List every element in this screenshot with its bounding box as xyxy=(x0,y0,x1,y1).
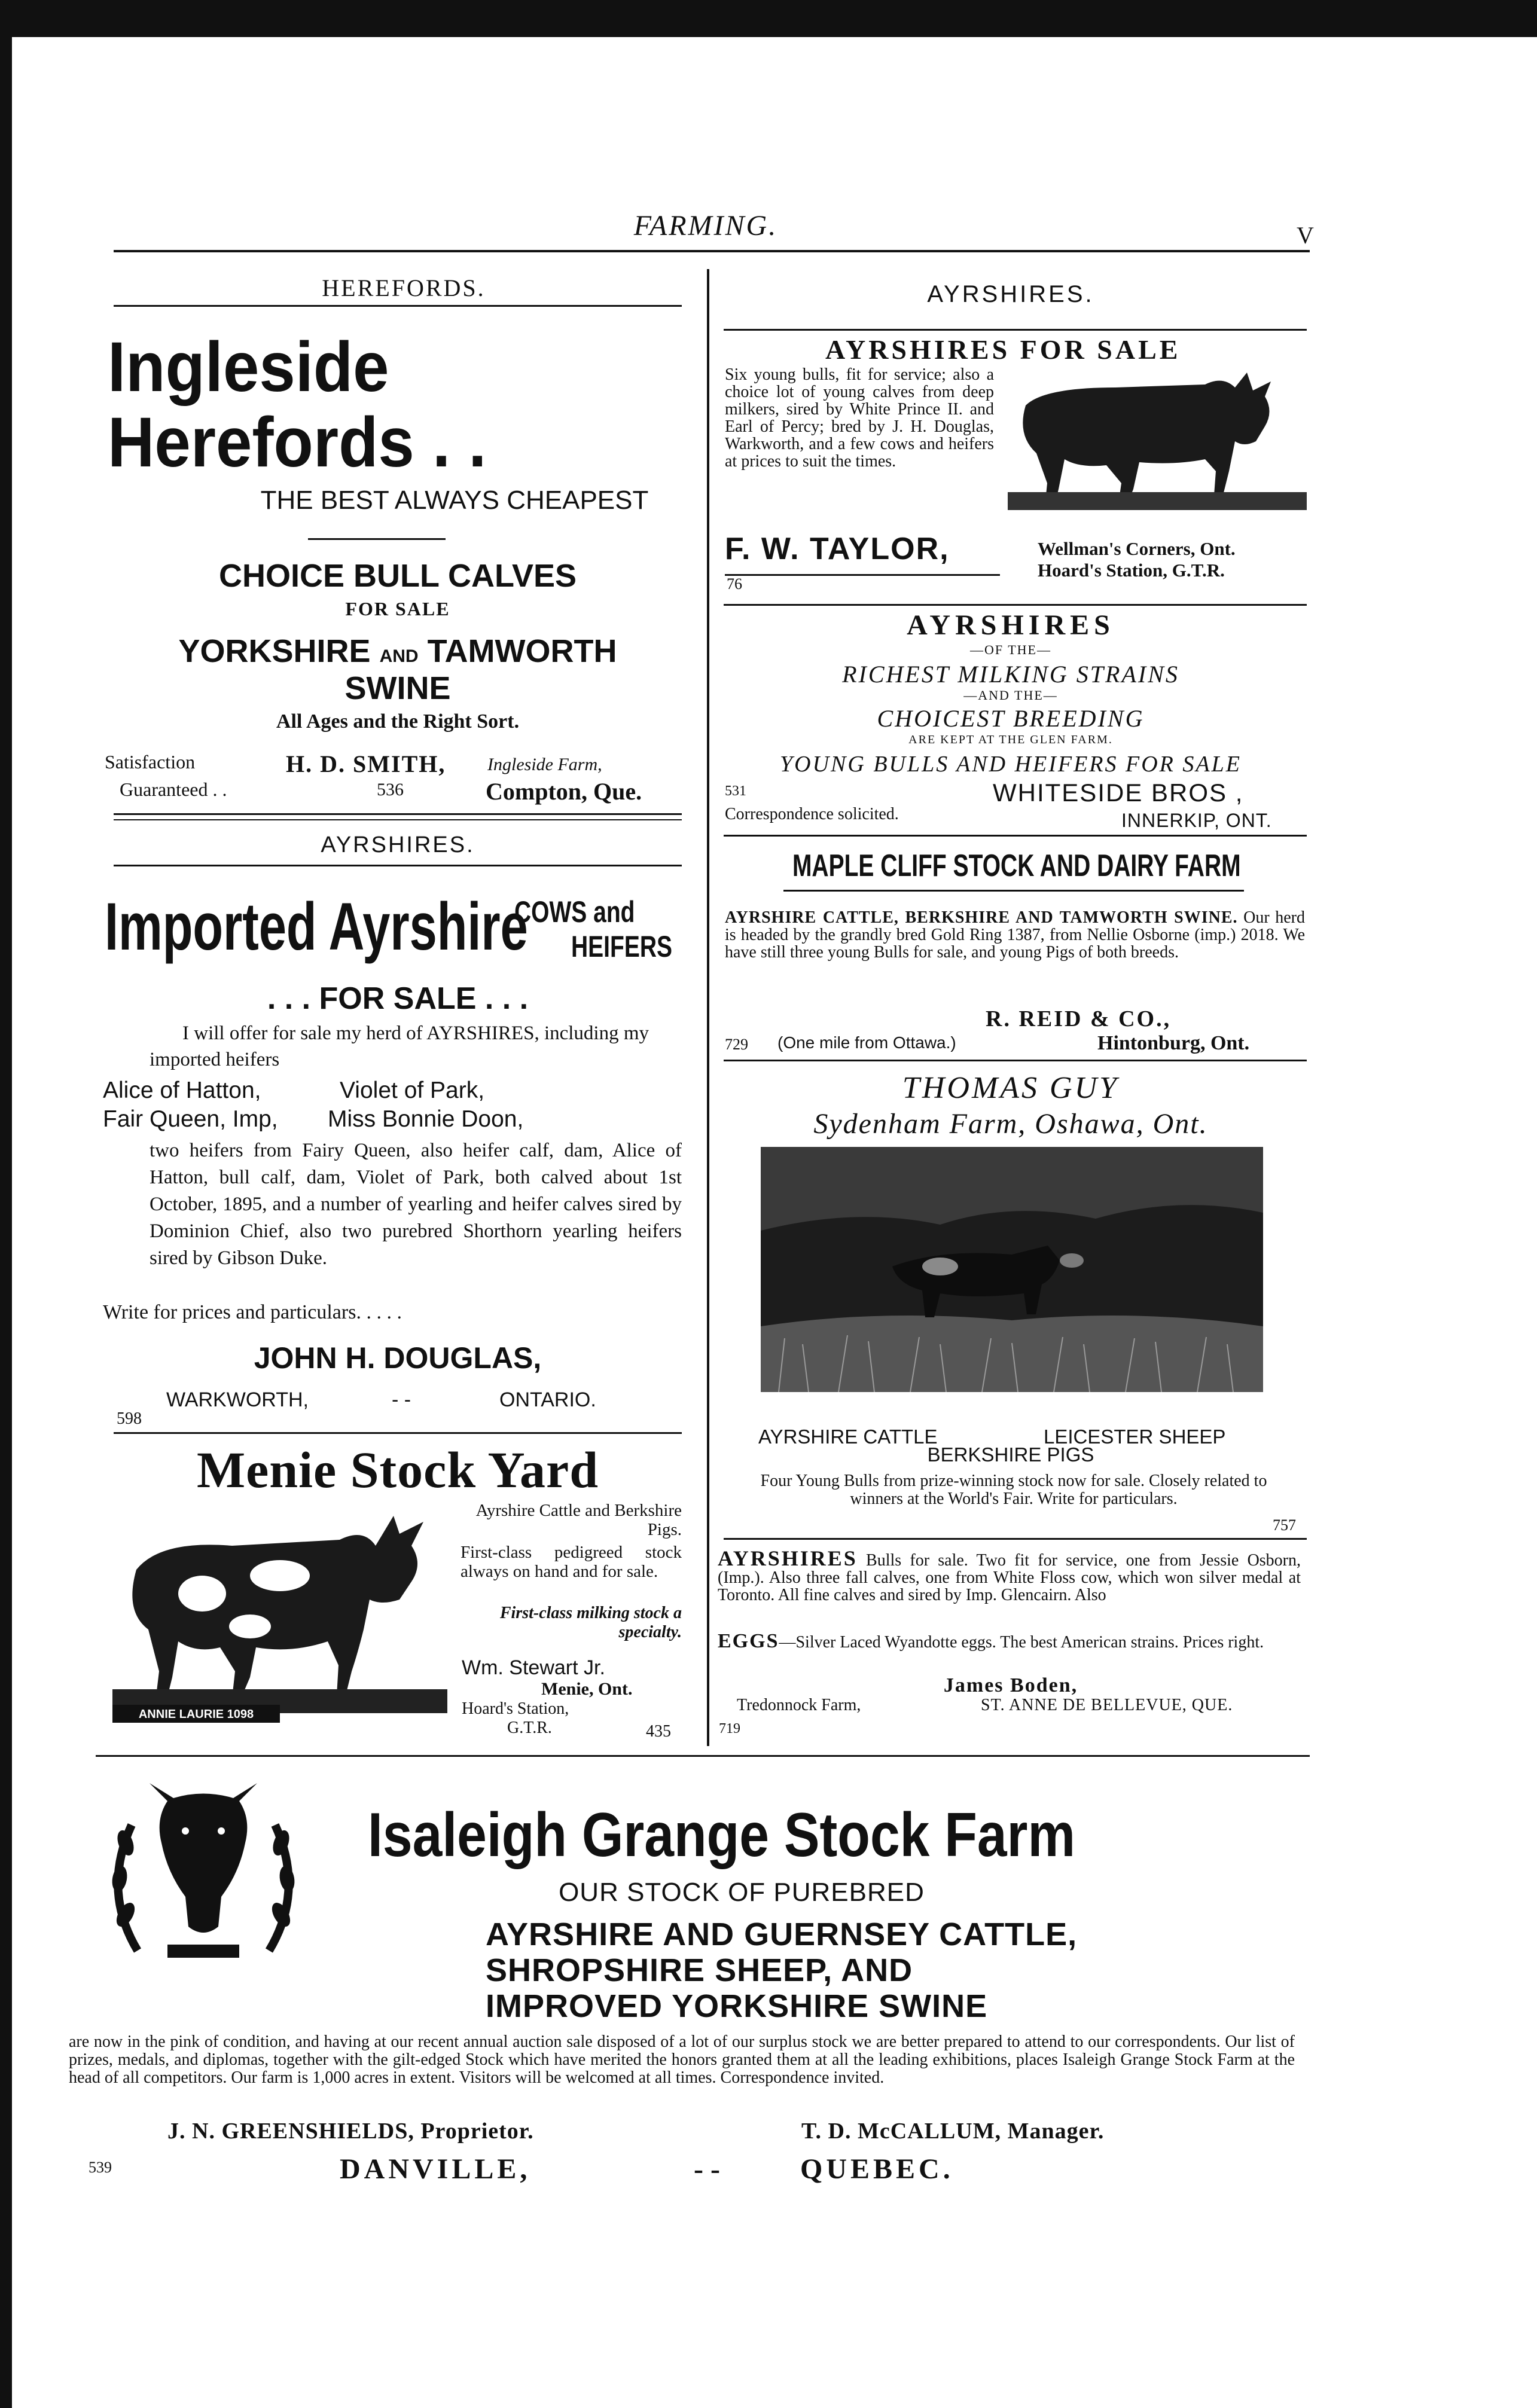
young-bulls-heifers: YOUNG BULLS AND HEIFERS FOR SALE xyxy=(780,752,1242,777)
sydenham-farm: Sydenham Farm, Oshawa, Ont. xyxy=(813,1108,1208,1140)
compton-que: Compton, Que. xyxy=(486,778,642,805)
one-mile-ottawa: (One mile from Ottawa.) xyxy=(777,1033,956,1052)
cow-caption: ANNIE LAURIE 1098 xyxy=(138,1708,254,1721)
guaranteed: Guaranteed . . xyxy=(120,779,227,800)
imported-ayrshire-title: Imported Ayrshire xyxy=(105,889,528,964)
name-alice-hatton: Alice of Hatton, xyxy=(103,1078,261,1103)
swine-line-2: SWINE xyxy=(344,670,451,706)
ayrshire-cattle: AYRSHIRE CATTLE xyxy=(758,1426,938,1448)
berkshire-pigs: BERKSHIRE PIGS xyxy=(927,1443,1094,1466)
choicest-breeding: CHOICEST BREEDING xyxy=(877,705,1145,732)
menie-line-2: First-class pedigreed stock always on hand and for sale. xyxy=(461,1543,682,1581)
ayrshire-cow-illustration xyxy=(1008,370,1307,531)
herefords-tagline: THE BEST ALWAYS CHEAPEST xyxy=(260,486,649,515)
ayrshire-body: two heifers from Fairy Queen, also heifer calf, dam, Alice of Hatton, bull calf, dam, Violet of Park, both calved about 1st October, 1895, and a number of yearling and heifer calves sired by Dominion Chief, also two purebred Shorthorn yearling heifers sired by Gibson Duke. xyxy=(150,1140,682,1269)
boden-body-1 xyxy=(718,1546,1301,1604)
section-ayrshires-right: AYRSHIRES. xyxy=(927,281,1094,307)
scan-left-border xyxy=(0,37,12,2408)
wellmans-corners: Wellman's Corners, Ont. xyxy=(1038,538,1236,559)
ad-number: 76 xyxy=(727,575,742,593)
menie-title: Menie Stock Yard xyxy=(196,1441,599,1498)
taylor-body: Six young bulls, fit for service; also a choice lot of young calves from deep milkers, sired by White Prince II. and Earl of Percy; bred by J. H. Douglas, Warkworth, and a few cows and heifers at prices to suit the times. xyxy=(725,365,994,471)
boden-text-1: Bulls for sale. Two fit for service, one from Jessie Osborn, (Imp.). Also three fall calves, one from White Floss cow, which won silver medal at Toronto. All fine calves and sired by Imp. Glencairn. Also xyxy=(718,1551,1301,1604)
rule xyxy=(724,1060,1307,1061)
isaleigh-line-2: SHROPSHIRE SHEEP, AND xyxy=(486,1952,913,1988)
pasture-photo xyxy=(761,1147,1263,1392)
ingleside-farm: Ingleside Farm, xyxy=(487,755,602,774)
cow-illustration xyxy=(112,1498,447,1725)
for-sale-large: . . . FOR SALE . . . xyxy=(267,981,529,1016)
john-douglas: JOHN H. DOUGLAS, xyxy=(254,1341,542,1375)
ad-number: 536 xyxy=(377,780,404,799)
rule xyxy=(96,1755,1310,1757)
write-for-prices: Write for prices and particulars. . . . . xyxy=(103,1301,402,1323)
for-sale-small: FOR SALE xyxy=(345,598,450,619)
ayrshires-for-sale-title: AYRSHIRES FOR SALE xyxy=(825,334,1181,365)
ad-number: 729 xyxy=(725,1036,748,1053)
column-divider xyxy=(707,269,709,1746)
r-reid-co: R. REID & CO., xyxy=(986,1006,1172,1031)
ayrshires-ornate-title: AYRSHIRES xyxy=(907,609,1115,641)
ad-number: 757 xyxy=(1273,1516,1296,1534)
ingleside-title: Ingleside xyxy=(108,328,389,407)
smith-name: H. D. SMITH, xyxy=(286,750,446,777)
hoards-station-gtr: Hoard's Station, G.T.R. xyxy=(1038,560,1225,581)
boden-body-2 xyxy=(718,1632,1301,1651)
herefords-title: Herefords . . xyxy=(108,403,487,482)
dash: - - xyxy=(392,1388,411,1411)
fw-taylor: F. W. TAYLOR, xyxy=(725,532,950,566)
mccallum-manager: T. D. McCALLUM, Manager. xyxy=(801,2119,1105,2144)
choice-bull-calves: CHOICE BULL CALVES xyxy=(218,558,577,594)
hoards-station: Hoard's Station, xyxy=(462,1699,569,1718)
leicester-sheep: LEICESTER SHEEP xyxy=(1044,1426,1226,1448)
rule xyxy=(114,1432,682,1434)
and-word: AND xyxy=(379,646,419,666)
rule xyxy=(308,538,446,540)
warkworth: WARKWORTH, xyxy=(166,1388,309,1411)
section-herefords: HEREFORDS. xyxy=(322,274,486,301)
rule xyxy=(724,604,1307,606)
bull-wreath-emblem xyxy=(102,1771,305,1974)
page-header-title: FARMING. xyxy=(633,210,778,242)
ayrshire-intro: I will offer for sale my herd of AYRSHIRES, including my imported heifers xyxy=(150,1023,649,1070)
isaleigh-body: are now in the pink of condition, and having at our recent annual auction sale disposed of a lot of our surplus stock we are better prepared to attend to our correspondents. Our list of prizes, medals, and diplomas, together with the gilt-edged Stock which have merited the honors granted them at all the leading exhibitions, places Isaleigh Grange Stock Farm at the head of all competitors. Our farm is 1,000 acres in extent. Visitors will be welcomed at all times. Correspondence invited. xyxy=(69,2032,1295,2087)
rule xyxy=(114,305,682,307)
ad-number: 531 xyxy=(725,783,746,799)
isaleigh-sub: OUR STOCK OF PUREBRED xyxy=(559,1878,925,1907)
menie-ont: Menie, Ont. xyxy=(541,1679,633,1699)
isaleigh-line-3: IMPROVED YORKSHIRE SWINE xyxy=(486,1988,988,2024)
isaleigh-title: Isaleigh Grange Stock Farm xyxy=(368,1800,1075,1870)
rule xyxy=(114,819,682,820)
ad-number: 598 xyxy=(117,1409,142,1428)
danville: DANVILLE, xyxy=(340,2153,531,2185)
swine-line-1 xyxy=(114,633,682,670)
rule xyxy=(114,865,682,866)
boden-text-2: —Silver Laced Wyandotte eggs. The best American strains. Prices right. xyxy=(779,1633,1264,1652)
rule xyxy=(725,574,1000,576)
james-boden: James Boden, xyxy=(943,1674,1078,1696)
wm-stewart: Wm. Stewart Jr. xyxy=(462,1656,605,1679)
boden-lead-ayrshires: AYRSHIRES xyxy=(718,1546,858,1570)
yorkshire: YORKSHIRE xyxy=(178,633,371,669)
boden-lead-eggs: EGGS xyxy=(718,1630,779,1652)
heifers: HEIFERS xyxy=(571,930,673,963)
innerkip-ont: INNERKIP, ONT. xyxy=(1121,810,1272,831)
ad-number: 719 xyxy=(719,1721,740,1736)
richest-milking-strains: RICHEST MILKING STRAINS xyxy=(842,661,1179,688)
rule xyxy=(724,1538,1307,1540)
name-violet-park: Violet of Park, xyxy=(340,1078,485,1103)
glen-farm: ARE KEPT AT THE GLEN FARM. xyxy=(908,733,1113,746)
rule xyxy=(724,835,1307,837)
guy-body: Four Young Bulls from prize-winning stock now for sale. Closely related to winners at the World's Fair. Write for particulars. xyxy=(760,1472,1267,1508)
name-fair-queen: Fair Queen, Imp, xyxy=(103,1106,278,1132)
maple-cliff-title xyxy=(718,848,1304,884)
quebec: QUEBEC. xyxy=(800,2153,954,2185)
hintonburg-ont: Hintonburg, Ont. xyxy=(1097,1032,1250,1054)
whiteside-bros: WHITESIDE BROS , xyxy=(993,779,1244,807)
name-miss-bonnie-doon: Miss Bonnie Doon, xyxy=(328,1106,524,1132)
maple-cliff-body xyxy=(725,909,1305,961)
section-ayrshires-left: AYRSHIRES. xyxy=(321,832,475,857)
menie-line-1: Ayrshire Cattle and Berkshire Pigs. xyxy=(475,1501,682,1539)
st-anne-de-bellevue: ST. ANNE DE BELLEVUE, QUE. xyxy=(981,1696,1233,1714)
tredonnock-farm: Tredonnock Farm, xyxy=(737,1696,861,1714)
thomas-guy: THOMAS GUY xyxy=(902,1071,1120,1105)
maple-cliff-text: Our herd is headed by the grandly bred Gold Ring 1387, from Nellie Osborne (imp.) 2018. We have still three young Bulls for sale, and young Pigs of both breeds. xyxy=(725,908,1306,962)
menie-line-3: First-class milking stock a specialty. xyxy=(499,1604,682,1641)
satisfaction: Satisfaction xyxy=(105,751,196,773)
header-rule xyxy=(114,250,1310,252)
ad-number: 539 xyxy=(89,2159,112,2176)
rule xyxy=(724,329,1307,331)
rule xyxy=(783,890,1244,892)
rule xyxy=(114,813,682,815)
maple-cliff-title-text: MAPLE CLIFF STOCK AND DAIRY FARM xyxy=(792,849,1241,883)
scan-top-border xyxy=(0,0,1537,37)
maple-cliff-lead: AYRSHIRE CATTLE, BERKSHIRE AND TAMWORTH SWINE. xyxy=(725,908,1238,927)
dash: - - xyxy=(694,2153,720,2185)
isaleigh-line-1: AYRSHIRE AND GUERNSEY CATTLE, xyxy=(486,1916,1078,1952)
ad-number: 435 xyxy=(646,1722,671,1741)
ontario: ONTARIO. xyxy=(499,1388,596,1411)
gtr: G.T.R. xyxy=(507,1719,552,1737)
all-ages: All Ages and the Right Sort. xyxy=(276,710,520,733)
and-the: —AND THE— xyxy=(963,688,1058,703)
cows-and: COWS and xyxy=(514,895,635,929)
tamworth: TAMWORTH xyxy=(427,633,617,669)
correspondence-solicited: Correspondence solicited. xyxy=(725,805,899,823)
page-letter: V xyxy=(1297,222,1314,249)
greenshields-proprietor: J. N. GREENSHIELDS, Proprietor. xyxy=(167,2119,534,2144)
of-the: —OF THE— xyxy=(970,642,1051,657)
